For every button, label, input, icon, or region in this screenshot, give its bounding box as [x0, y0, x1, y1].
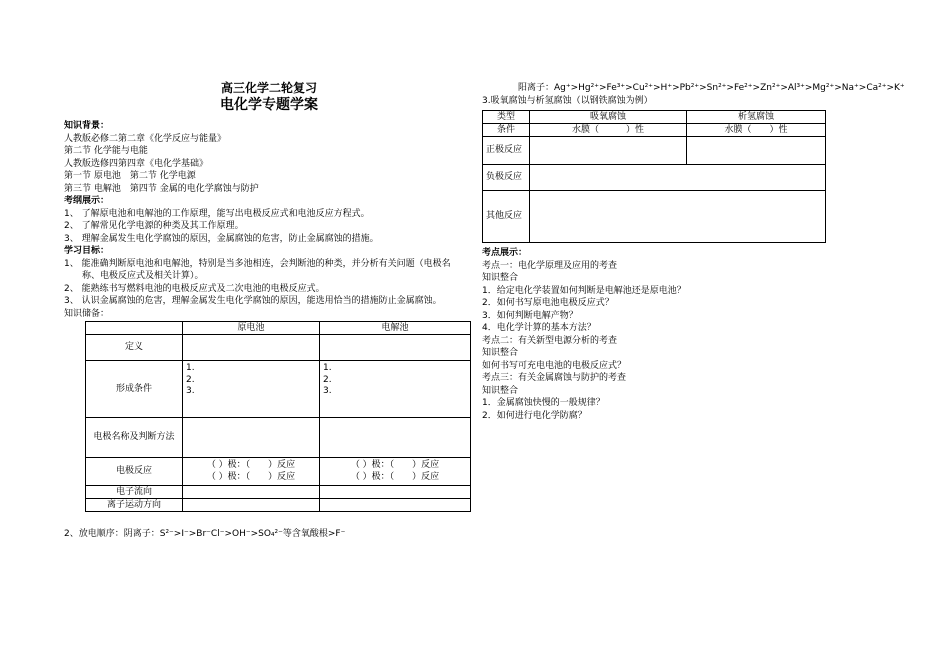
learning-goal-line: 1、 能准确判断原电池和电解池，特别是当多池相连，会判断池的种类，并分析有关问题（电极名 [64, 258, 451, 269]
learning-goal-line: 2、 能熟练书写燃料电池的电极反应式及二次电池的电极反应式。 [64, 283, 325, 294]
answer-cell[interactable] [530, 191, 826, 243]
table-header-cell [86, 322, 183, 335]
table-header-electrolytic: 电解池 [320, 322, 471, 335]
row-label-electrode-reaction: 电极反应 [86, 458, 183, 486]
answer-cell[interactable] [320, 486, 471, 499]
exam-point-line: 考点一：电化学原理及应用的考查 [482, 260, 618, 271]
exam-point-line: 4．电化学计算的基本方法？ [482, 323, 596, 333]
exam-point-line: 如何书写可充电电池的电极反应式？ [482, 360, 627, 371]
knowledge-background-line: 人教版选修四第四章《电化学基础》 [64, 158, 209, 169]
left-column [64, 82, 474, 541]
electrode-reaction-blank: （ ）极：（ ）反应 [350, 471, 440, 482]
row-label-condition: 条件 [483, 124, 530, 137]
table-header-oxygen: 吸氧腐蚀 [530, 111, 687, 124]
row-label-negative: 负极反应 [483, 165, 530, 191]
row-label-other: 其他反应 [483, 191, 530, 243]
exam-outline-heading: 考纲展示： [64, 196, 110, 206]
answer-cell[interactable] [320, 361, 471, 418]
row-label-electron-flow: 电子流向 [86, 486, 183, 499]
knowledge-storage-heading: 知识储备： [64, 308, 110, 319]
table-header-galvanic: 原电池 [183, 322, 320, 335]
exam-point-line: 知识整合 [482, 273, 519, 283]
answer-cell[interactable] [320, 418, 471, 458]
answer-cell[interactable] [320, 458, 471, 486]
answer-cell[interactable] [183, 361, 320, 418]
exam-point-line: 1．金属腐蚀快慢的一般规律？ [482, 398, 605, 408]
answer-cell[interactable] [183, 458, 320, 486]
learning-goals-heading: 学习目标： [64, 246, 110, 256]
course-title: 高三化学二轮复习 [220, 81, 317, 95]
condition-item: 3. [186, 386, 195, 396]
condition-item: 3. [323, 386, 332, 396]
condition-item: 1. [323, 363, 332, 373]
exam-point-line: 知识整合 [482, 348, 519, 358]
answer-cell[interactable] [183, 418, 320, 458]
condition-item: 2. [186, 374, 195, 385]
corrosion-heading: 3.吸氧腐蚀与析氢腐蚀（以钢铁腐蚀为例） [482, 95, 653, 106]
answer-cell[interactable] [320, 499, 471, 512]
page-title: 电化学专题学案 [220, 97, 318, 113]
answer-cell[interactable] [530, 137, 687, 165]
table-header-hydrogen: 析氢腐蚀 [687, 111, 826, 124]
answer-cell[interactable] [183, 486, 320, 499]
knowledge-background-heading: 知识背景： [64, 121, 110, 131]
corrosion-table [482, 110, 826, 243]
exam-point-line: 2．如何进行电化学防腐？ [482, 410, 587, 421]
exam-points-heading: 考点展示： [482, 248, 528, 258]
electrode-reaction-blank: （ ）极：（ ）反应 [350, 460, 440, 470]
electrode-reaction-blank: （ ）极：（ ）反应 [206, 471, 296, 482]
knowledge-background-line: 人教版必修二第二章《化学反应与能量》 [64, 133, 227, 144]
answer-cell[interactable] [530, 165, 826, 191]
row-label-conditions: 形成条件 [86, 361, 183, 418]
exam-outline-line: 1、 了解原电池和电解池的工作原理，能写出电极反应式和电池反应方程式。 [64, 208, 370, 219]
answer-cell[interactable] [183, 335, 320, 361]
knowledge-background-line: 第二节 化学能与电能 [64, 146, 148, 156]
exam-point-line: 知识整合 [482, 385, 519, 396]
answer-cell[interactable] [687, 137, 826, 165]
condition-item: 1. [186, 363, 195, 373]
exam-outline-line: 2、 了解常见化学电源的种类及其工作原理。 [64, 221, 244, 231]
row-label-positive: 正极反应 [483, 137, 530, 165]
condition-oxygen-blank[interactable]: 水膜（ ）性 [530, 124, 687, 137]
learning-goal-line: 称、电极反应式及相关计算）。 [64, 271, 204, 281]
exam-point-line: 1．给定电化学装置如何判断是电解池还是原电池？ [482, 285, 686, 296]
right-column [482, 82, 905, 422]
answer-cell[interactable] [183, 499, 320, 512]
row-label-electrode-name: 电极名称及判断方法 [86, 418, 183, 458]
answer-cell[interactable] [320, 335, 471, 361]
row-label-ion-motion: 离子运动方向 [86, 499, 183, 512]
condition-hydrogen-blank[interactable]: 水膜（ ）性 [687, 124, 826, 137]
table-header-type: 类型 [483, 111, 530, 124]
exam-point-line: 3．如何判断电解产物？ [482, 310, 578, 321]
electrode-reaction-blank: （ ）极：（ ）反应 [206, 460, 296, 470]
row-label-definition: 定义 [86, 335, 183, 361]
exam-outline-line: 3、 理解金属发生电化学腐蚀的原因，金属腐蚀的危害，防止金属腐蚀的措施。 [64, 233, 379, 244]
cell-comparison-table [85, 321, 471, 512]
discharge-order-cation: 阳离子：Ag⁺>Hg²⁺>Fe³⁺>Cu²⁺>H⁺>Pb²⁺>Sn²⁺>Fe²⁺>Zn²⁺>Al³⁺>Mg²⁺>Na⁺>Ca²⁺>K⁺ [518, 83, 905, 93]
condition-item: 2. [323, 374, 332, 385]
exam-point-line: 考点三：有关金属腐蚀与防护的考查 [482, 373, 627, 383]
exam-point-line: 考点二：有关新型电源分析的考查 [482, 335, 618, 346]
learning-goal-line: 3、 认识金属腐蚀的危害，理解金属发生电化学腐蚀的原因，能选用恰当的措施防止金属腐蚀。 [64, 296, 442, 306]
knowledge-background-line: 第三节 电解池 第四节 金属的电化学腐蚀与防护 [64, 183, 259, 194]
exam-point-line: 2．如何书写原电池电极反应式？ [482, 298, 614, 308]
discharge-order-anion: 2、放电顺序：阴离子：S²⁻>I⁻>Br⁻Cl⁻>OH⁻>SO₄²⁻等含氧酸根>F⁻ [64, 529, 346, 539]
knowledge-background-line: 第一节 原电池 第二节 化学电源 [64, 171, 196, 181]
